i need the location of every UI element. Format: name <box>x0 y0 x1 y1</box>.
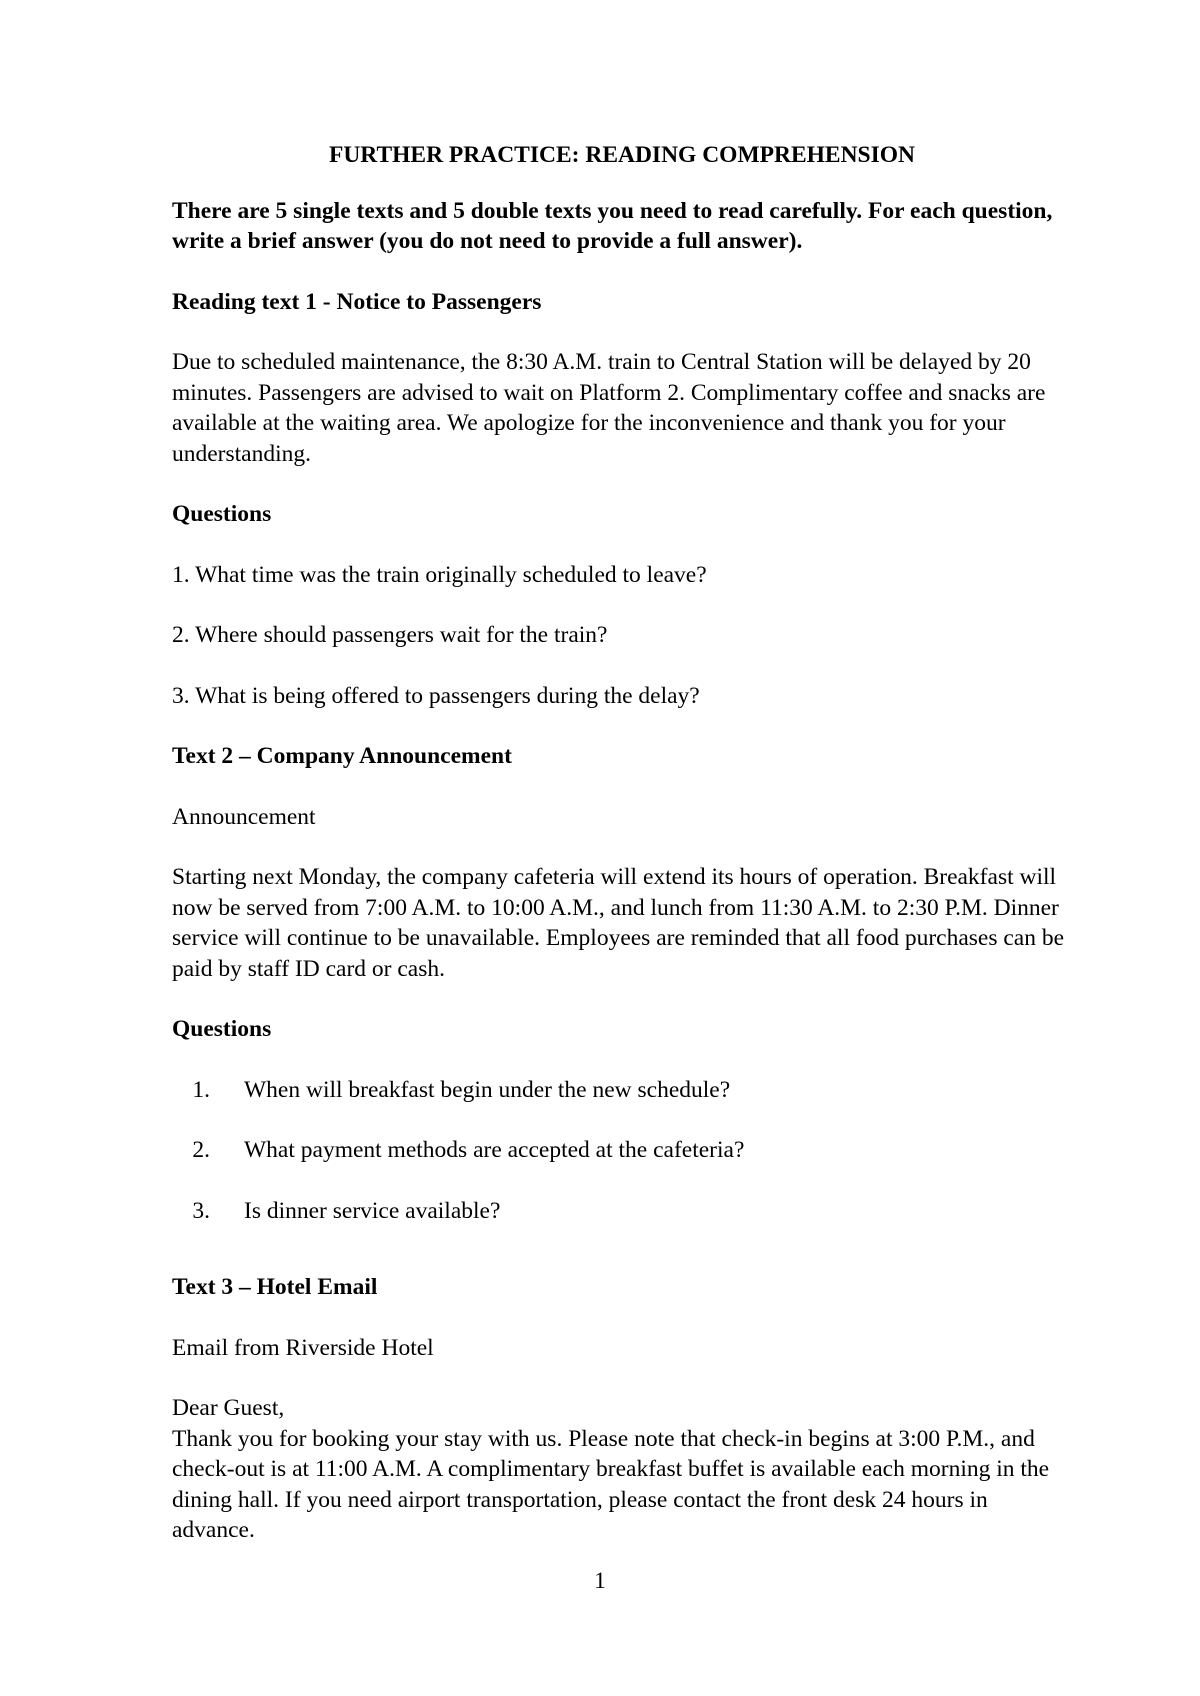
text2-question-1 <box>172 1075 1072 1106</box>
text1-heading: Reading text 1 - Notice to Passengers <box>172 288 542 315</box>
text2-question-list <box>172 1075 1072 1227</box>
text1-question-3: 3. What is being offered to passengers during the delay? <box>172 682 700 709</box>
page-number: 1 <box>594 1568 606 1594</box>
text3-subheading: Email from Riverside Hotel <box>172 1334 434 1361</box>
text1-question-2: 2. Where should passengers wait for the train? <box>172 622 608 648</box>
instructions: There are 5 single texts and 5 double texts you need to read carefully. For each question, write a brief answer (you do not need to provide a full answer). <box>172 197 1053 254</box>
text3-heading: Text 3 – Hotel Email <box>172 1274 378 1300</box>
text1-question-list <box>172 560 1072 712</box>
text2-body: Starting next Monday, the company cafeteria will extend its hours of operation. Breakfast will now be served from 7:00 A.M. to 10:00 A.M., and lunch from 11:30 A.M. to 2:30 P.M. Dinner service will continue to be unavailable. Employees are reminded that all food purchases can be paid by staff ID card or cash. <box>172 864 1065 982</box>
question-number: 3. <box>192 1197 210 1224</box>
question-text: Is dinner service available? <box>244 1197 501 1224</box>
text2-heading: Text 2 – Company Announcement <box>172 743 512 769</box>
text1-questions-heading: Questions <box>172 501 272 527</box>
question-number: 1. <box>192 1076 210 1103</box>
question-text: When will breakfast begin under the new schedule? <box>244 1076 731 1103</box>
text1-body: Due to scheduled maintenance, the 8:30 A.M. train to Central Station will be delayed by 20 minutes. Passengers are advised to wait on Platform 2. Complimentary coffee and snacks are available at the waiting area. We apologize for the inconvenience and thank you for your understanding. <box>172 349 1046 467</box>
text2-questions-heading: Questions <box>172 1016 272 1042</box>
text2-question-2 <box>172 1135 1072 1166</box>
text2-question-3 <box>172 1196 1072 1227</box>
text2-subheading: Announcement <box>172 803 316 830</box>
text1-question-1: 1. What time was the train originally scheduled to leave? <box>172 561 707 588</box>
document-title: FURTHER PRACTICE: READING COMPREHENSION <box>328 142 916 168</box>
question-text: What payment methods are accepted at the cafeteria? <box>244 1137 745 1163</box>
document-page <box>172 140 1072 1546</box>
text3-body: Thank you for booking your stay with us. Please note that check-in begins at 3:00 P.M., and check-out is at 11:00 A.M. A complimentary breakfast buffet is available each morning in the dining hall. If you need airport transportation, please contact the front desk 24 hours in advance. <box>172 1425 1050 1543</box>
text3-salutation: Dear Guest, <box>172 1395 285 1421</box>
question-number: 2. <box>192 1137 210 1163</box>
